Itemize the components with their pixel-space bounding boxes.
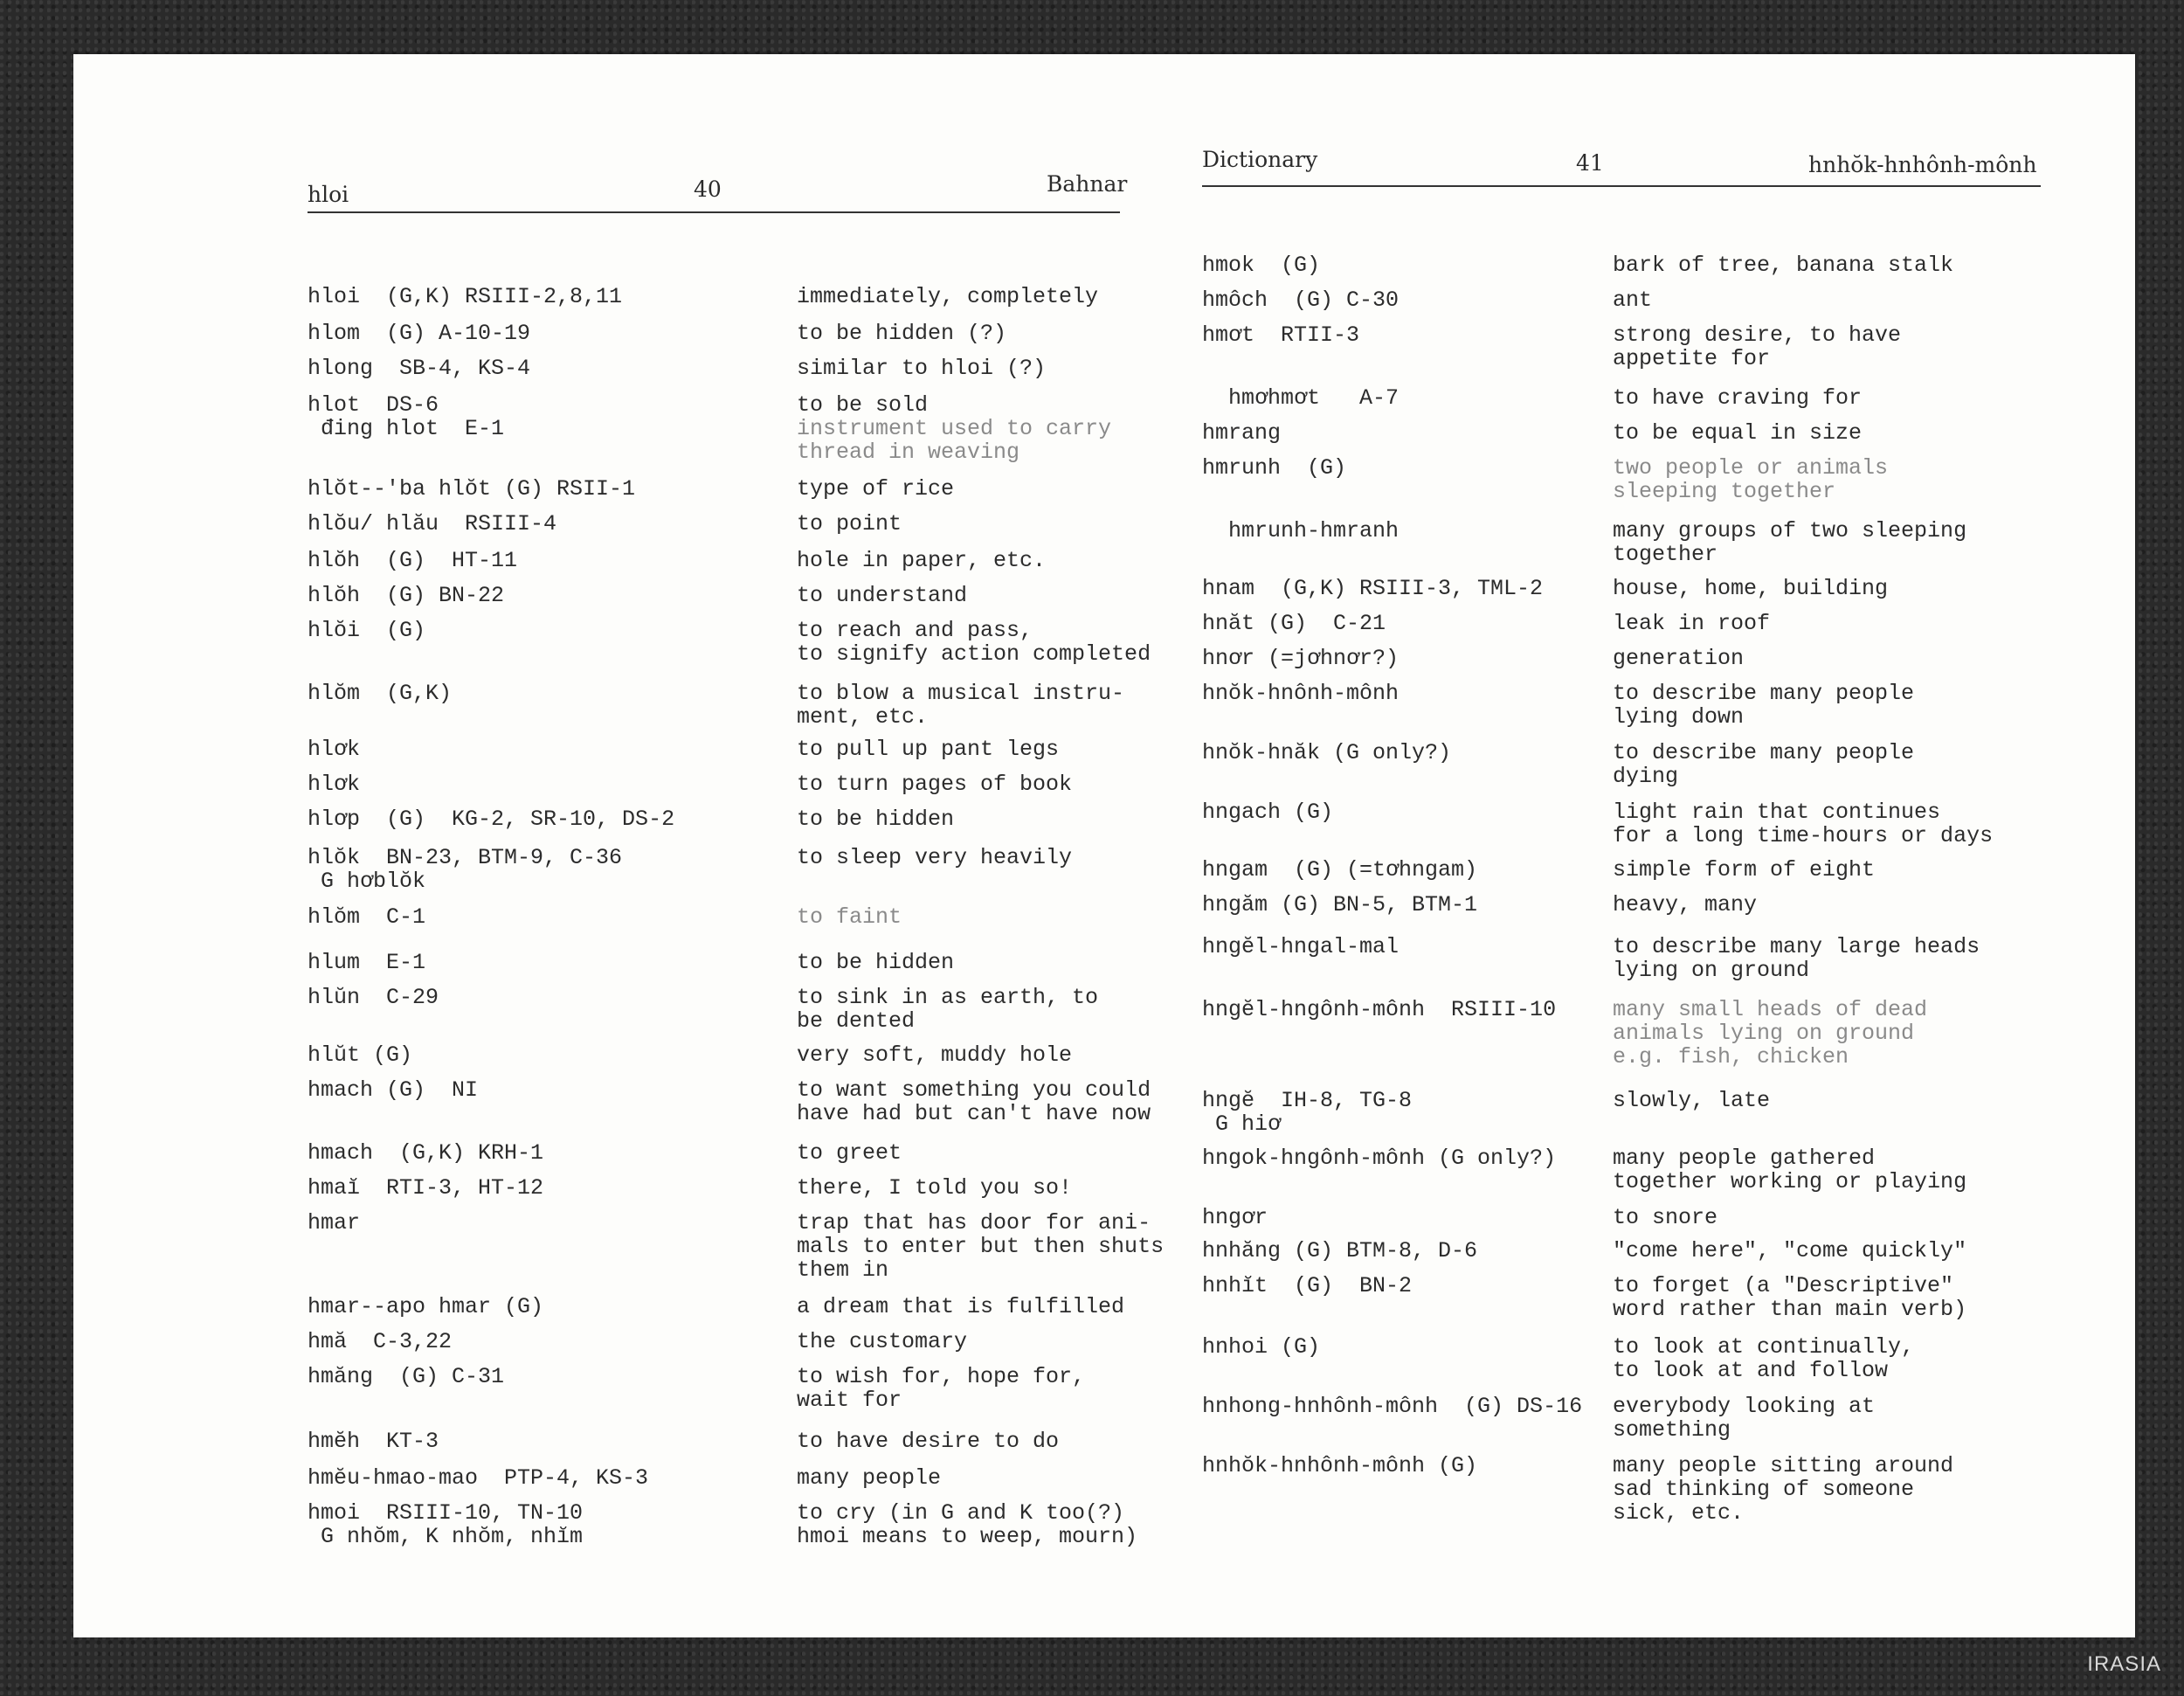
entry-definition: to sink in as earth, to be dented — [797, 985, 1099, 1034]
right-page-number: 41 — [1576, 150, 1604, 176]
entry-definition: to want something you could have had but can't have now — [797, 1077, 1151, 1126]
entry-definition: immediately, completely — [797, 284, 1099, 309]
entry-headword: hlŏm C-1 — [308, 904, 426, 930]
entry-headword: hnăt (G) C-21 — [1202, 611, 1386, 636]
entry-headword: hlŏi (G) — [308, 618, 426, 643]
entry-headword: hlŏh (G) HT-11 — [308, 548, 518, 573]
entry-headword: hmaĭ RTI-3, HT-12 — [308, 1175, 544, 1201]
entry-definition: to sleep very heavily — [797, 845, 1073, 870]
entry-headword: hmơt RTII-3 — [1202, 322, 1360, 348]
entry-headword: hngĕ IH-8, TG-8 G hiơ — [1202, 1088, 1413, 1137]
entry-definition: to look at continually, to look at and follow — [1613, 1334, 1915, 1383]
scanned-sheet — [73, 54, 2135, 1637]
entry-definition: very soft, muddy hole — [797, 1042, 1073, 1068]
entry-headword: hngach (G) — [1202, 800, 1334, 825]
entry-headword: hmĕu-hmao-mao PTP-4, KS-3 — [308, 1465, 649, 1491]
entry-headword: hngĕl-hngônh-mônh RSIII-10 — [1202, 997, 1557, 1022]
entry-definition: to describe many people dying — [1613, 740, 1915, 789]
entry-headword: hmach (G) NI — [308, 1077, 479, 1103]
right-header-rule — [1202, 185, 2041, 187]
watermark: IRASIA — [2087, 1652, 2161, 1676]
entry-headword: hlŏm (G,K) — [308, 681, 453, 706]
entry-headword: hngăm (G) BN-5, BTM-1 — [1202, 892, 1478, 917]
entry-headword: hnhĭt (G) BN-2 — [1202, 1273, 1413, 1298]
entry-definition: to describe many people lying down — [1613, 681, 1915, 730]
entry-headword: hlom (G) A-10-19 — [308, 321, 531, 346]
entry-headword: hmok (G) — [1202, 253, 1321, 278]
entry-definition: to point — [797, 511, 902, 536]
entry-definition: generation — [1613, 646, 1745, 671]
left-header-rule — [308, 211, 1120, 213]
entry-headword: hlơk — [308, 737, 361, 762]
entry-definition: simple form of eight — [1613, 857, 1876, 883]
entry-definition: trap that has door for ani- mals to enter but then shuts them in — [797, 1210, 1165, 1283]
entry-headword: hngam (G) (=tơhngam) — [1202, 857, 1478, 883]
entry-definition: to describe many large heads lying on ground — [1613, 934, 1980, 983]
entry-headword: hlŏt--'ba hlŏt (G) RSII-1 — [308, 476, 636, 502]
entry-headword: hnhoi (G) — [1202, 1334, 1321, 1360]
entry-definition: to greet — [797, 1140, 902, 1166]
entry-headword: hngĕl-hngal-mal — [1202, 934, 1400, 959]
entry-definition: "come here", "come quickly" — [1613, 1238, 1967, 1263]
entry-headword: hlong SB-4, KS-4 — [308, 356, 531, 381]
entry-headword: hlot DS-6 đing hlot E-1 — [308, 392, 505, 441]
entry-headword: hngok-hngônh-mônh (G only?) — [1202, 1146, 1557, 1171]
entry-headword: hmach (G,K) KRH-1 — [308, 1140, 544, 1166]
entry-definition: to blow a musical instru- ment, etc. — [797, 681, 1125, 730]
entry-headword: hnhong-hnhônh-mônh (G) DS-16 — [1202, 1394, 1583, 1419]
entry-headword: hlơp (G) KG-2, SR-10, DS-2 — [308, 806, 675, 832]
entry-headword: hnŏk-hnăk (G only?) — [1202, 740, 1452, 765]
entry-definition: many people — [797, 1465, 942, 1491]
entry-headword: hmă C-3,22 — [308, 1329, 453, 1354]
entry-headword: hmar — [308, 1210, 361, 1236]
left-page — [73, 54, 1165, 1637]
entry-definition: to understand — [797, 583, 968, 608]
entry-definition: everybody looking at something — [1613, 1394, 1876, 1443]
entry-definition: ant — [1613, 287, 1653, 313]
entry-headword: hnhăng (G) BTM-8, D-6 — [1202, 1238, 1478, 1263]
entry-definition: similar to hloi (?) — [797, 356, 1047, 381]
entry-headword: hmrunh-hmranh — [1202, 518, 1400, 543]
entry-definition: to pull up pant legs — [797, 737, 1060, 762]
entry-headword: hloi (G,K) RSIII-2,8,11 — [308, 284, 623, 309]
entry-headword: hlơk — [308, 772, 361, 797]
right-page — [1148, 54, 2135, 1637]
entry-definition: to be hidden — [797, 806, 955, 832]
entry-definition: to forget (a "Descriptive" word rather than main verb) — [1613, 1273, 1967, 1322]
entry-definition: two people or animals sleeping together — [1613, 455, 1889, 504]
entry-definition: to faint — [797, 904, 902, 930]
entry-definition: to cry (in G and K too(?) hmoi means to weep, mourn) — [797, 1500, 1138, 1549]
entry-headword: hlŏh (G) BN-22 — [308, 583, 505, 608]
entry-definition: to reach and pass, to signify action completed — [797, 618, 1151, 667]
entry-headword: hlŏu/ hlău RSIII-4 — [308, 511, 557, 536]
right-guide-word: hnhŏk-hnhônh-mônh — [1808, 152, 2037, 177]
entry-headword: hmăng (G) C-31 — [308, 1364, 505, 1389]
entry-headword: hmĕh KT-3 — [308, 1429, 439, 1454]
entry-definition: heavy, many — [1613, 892, 1758, 917]
entry-definition: to have desire to do — [797, 1429, 1060, 1454]
entry-definition: to turn pages of book — [797, 772, 1073, 797]
entry-definition: leak in roof — [1613, 611, 1771, 636]
entry-definition: house, home, building — [1613, 576, 1889, 601]
entry-definition: bark of tree, banana stalk — [1613, 253, 1954, 278]
entry-definition: light rain that continues for a long time-hours or days — [1613, 800, 1994, 848]
entry-headword: hlŭt (G) — [308, 1042, 413, 1068]
entry-definition: to be hidden (?) — [797, 321, 1007, 346]
entry-headword: hmar--apo hmar (G) — [308, 1294, 544, 1319]
entry-definition: hole in paper, etc. — [797, 548, 1047, 573]
entry-definition: many groups of two sleeping together — [1613, 518, 1967, 567]
entry-headword: hnơr (=jơhnơr?) — [1202, 646, 1400, 671]
entry-definition: strong desire, to have appetite for — [1613, 322, 1902, 371]
entry-headword: hnam (G,K) RSIII-3, TML-2 — [1202, 576, 1544, 601]
entry-headword: hnhŏk-hnhônh-mônh (G) — [1202, 1453, 1478, 1478]
left-page-number: 40 — [694, 177, 722, 202]
entry-headword: hlum E-1 — [308, 950, 426, 975]
entry-headword: hngơr — [1202, 1205, 1268, 1230]
entry-definition: to snore — [1613, 1205, 1718, 1230]
entry-definition: many small heads of dead animals lying on ground e.g. fish, chicken — [1613, 997, 1928, 1070]
right-running-head: Dictionary — [1202, 147, 1318, 172]
entry-headword: hmoi RSIII-10, TN-10 G nhŏm, K nhŏm, nhĭm — [308, 1500, 584, 1549]
left-language-label: Bahnar — [1047, 171, 1128, 197]
entry-headword: hmơhmơt A-7 — [1202, 385, 1400, 411]
entry-definition: to wish for, hope for, wait for — [797, 1364, 1086, 1413]
entry-headword: hmrang — [1202, 420, 1282, 446]
entry-headword: hnŏk-hnônh-mônh — [1202, 681, 1400, 706]
entry-definition: many people gathered together working or playing — [1613, 1146, 1967, 1194]
entry-definition: to be equal in size — [1613, 420, 1863, 446]
entry-headword: hlŭn C-29 — [308, 985, 439, 1010]
entry-definition: type of rice — [797, 476, 955, 502]
entry-definition: the customary — [797, 1329, 968, 1354]
entry-headword: hlŏk BN-23, BTM-9, C-36 G hơblŏk — [308, 845, 623, 894]
entry-definition: to be sold instrument used to carry thread in weaving — [797, 392, 1112, 465]
left-running-head: hloi — [308, 182, 349, 207]
entry-definition: to have craving for — [1613, 385, 1863, 411]
entry-definition: many people sitting around sad thinking of someone sick, etc. — [1613, 1453, 1954, 1526]
entry-definition: a dream that is fulfilled — [797, 1294, 1125, 1319]
entry-definition: slowly, late — [1613, 1088, 1771, 1113]
entry-headword: hmrunh (G) — [1202, 455, 1347, 481]
entry-headword: hmôch (G) C-30 — [1202, 287, 1400, 313]
entry-definition: to be hidden — [797, 950, 955, 975]
entry-definition: there, I told you so! — [797, 1175, 1073, 1201]
